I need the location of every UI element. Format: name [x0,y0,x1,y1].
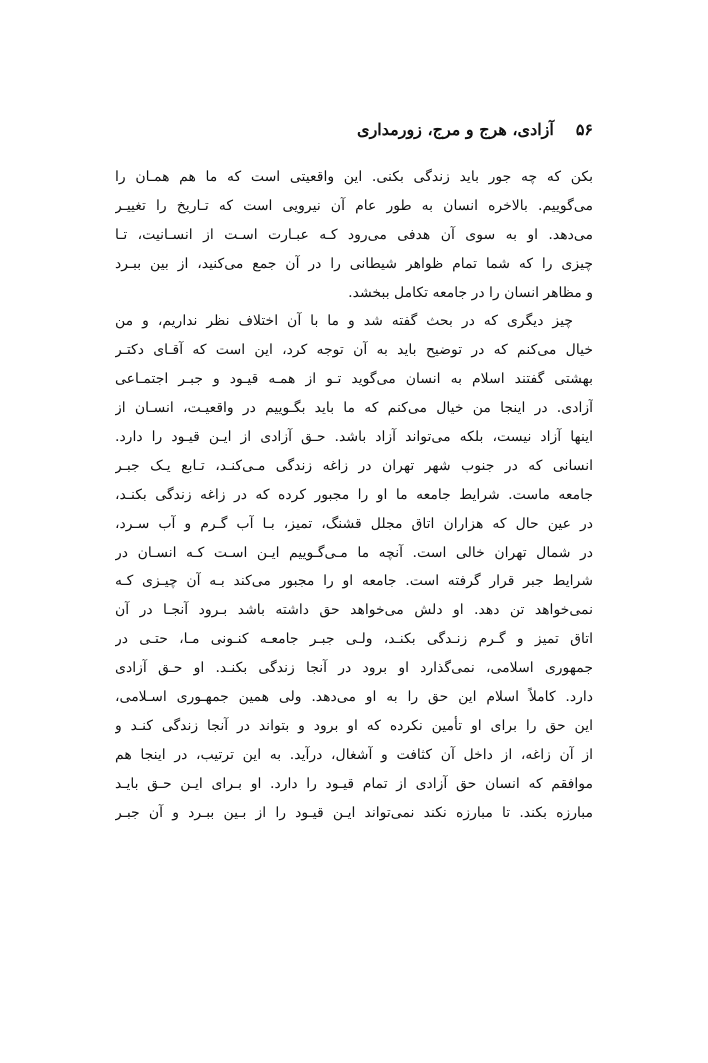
text-line: چیز دیگری که در بحث گفته شد و ما با آن اختلاف نظر نداریم، و من [115,313,573,330]
text-line: می‌گوییم. بالاخره انسان به طور عام آن نیرویی است که تـاریخ را تغییـر [115,197,593,214]
text-line: بهشتی گفتند اسلام به انسان می‌گوید تـو از همـه قیـود و جبـر اجتمـاعی [115,371,593,388]
text-line: و مظاهر انسان را در جامعه تکامل ببخشد. [348,284,593,301]
page-header [357,120,593,139]
text-line: بکن که چه جور باید زندگی بکنی. این واقعیتی است که ما هم همـان را [115,169,593,185]
page-number: ۵۶ [575,120,593,139]
text-line: نمی‌خواهد تن دهد. او دلش می‌خواهد حق داشته باشد بـرود آنجـا در آن [115,602,593,619]
text-line: مبارزه بکند. تا مبارزه نکند نمی‌تواند ایـن قیـود را از بـین ببـرد و آن جبـر [115,804,593,821]
text-line: اینها آزاد نیست، بلکه می‌تواند آزاد باشد. حـق آزادی از ایـن قیـود را دارد. [115,429,593,446]
text-line: آزادی. در اینجا من خیال می‌کنم که ما باید بگـوییم در واقعیـت، انسـان از [115,400,593,417]
text-line: این حق را برای او تأمین نکرده که او برود و بتواند در آنجا زندگی کنـد و [115,717,593,734]
text-line: جمهوری اسلامی، نمی‌گذارد او برود در آنجا زندگی بکنـد. او حـق آزادی [115,660,593,677]
text-line: موافقم که انسان حق آزادی از تمام قیـود را دارد. او بـرای ایـن حـق بایـد [115,775,593,792]
text-line: اتاق تمیز و گـرم زنـدگی بکنـد، ولـی جبـر جامعـه کنـونی مـا، حتـی در [115,631,593,648]
body-text [115,163,593,827]
text-line: در شمال تهران خالی است. آنچه ما مـی‌گـوییم ایـن اسـت کـه انسـان در [115,544,593,561]
running-title: آزادی، هرج و مرج، زورمداری [357,120,554,139]
text-line: دارد. کاملاً اسلام این حق را به او می‌دهد. ولی همین جمهـوری اسـلامی، [115,689,593,706]
text-line: انسانی که در جنوب شهر تهران در زاغه زندگی مـی‌کنـد، تـابع یـک جبـر [115,457,593,474]
text-line: شرایط جبر قرار گرفته است. جامعه او را مجبور می‌کند بـه آن چیـزی کـه [115,573,593,590]
text-line: در عین حال که هزاران اتاق مجلل قشنگ، تمیز، بـا آب گـرم و آب سـرد، [115,515,593,532]
text-line: خیال می‌کنم که در توضیح باید به آن توجه کرد، این است که آقـای دکتـر [115,342,593,359]
text-line: چیزی را که شما تمام ظواهر شیطانی را در آن جمع می‌کنید، از بین ببـرد [115,255,593,272]
text-line: می‌دهد. او به سوی آن هدفی می‌رود کـه عبـارت اسـت از انسـانیت، تـا [115,226,593,243]
text-line: از آن زاغه، از داخل آن کثافت و آشغال، درآید. به این ترتیب، در اینجا هم [115,746,593,763]
text-line: جامعه ماست. شرایط جامعه ما او را مجبور کرده که در زاغه زندگی بکنـد، [115,486,593,503]
